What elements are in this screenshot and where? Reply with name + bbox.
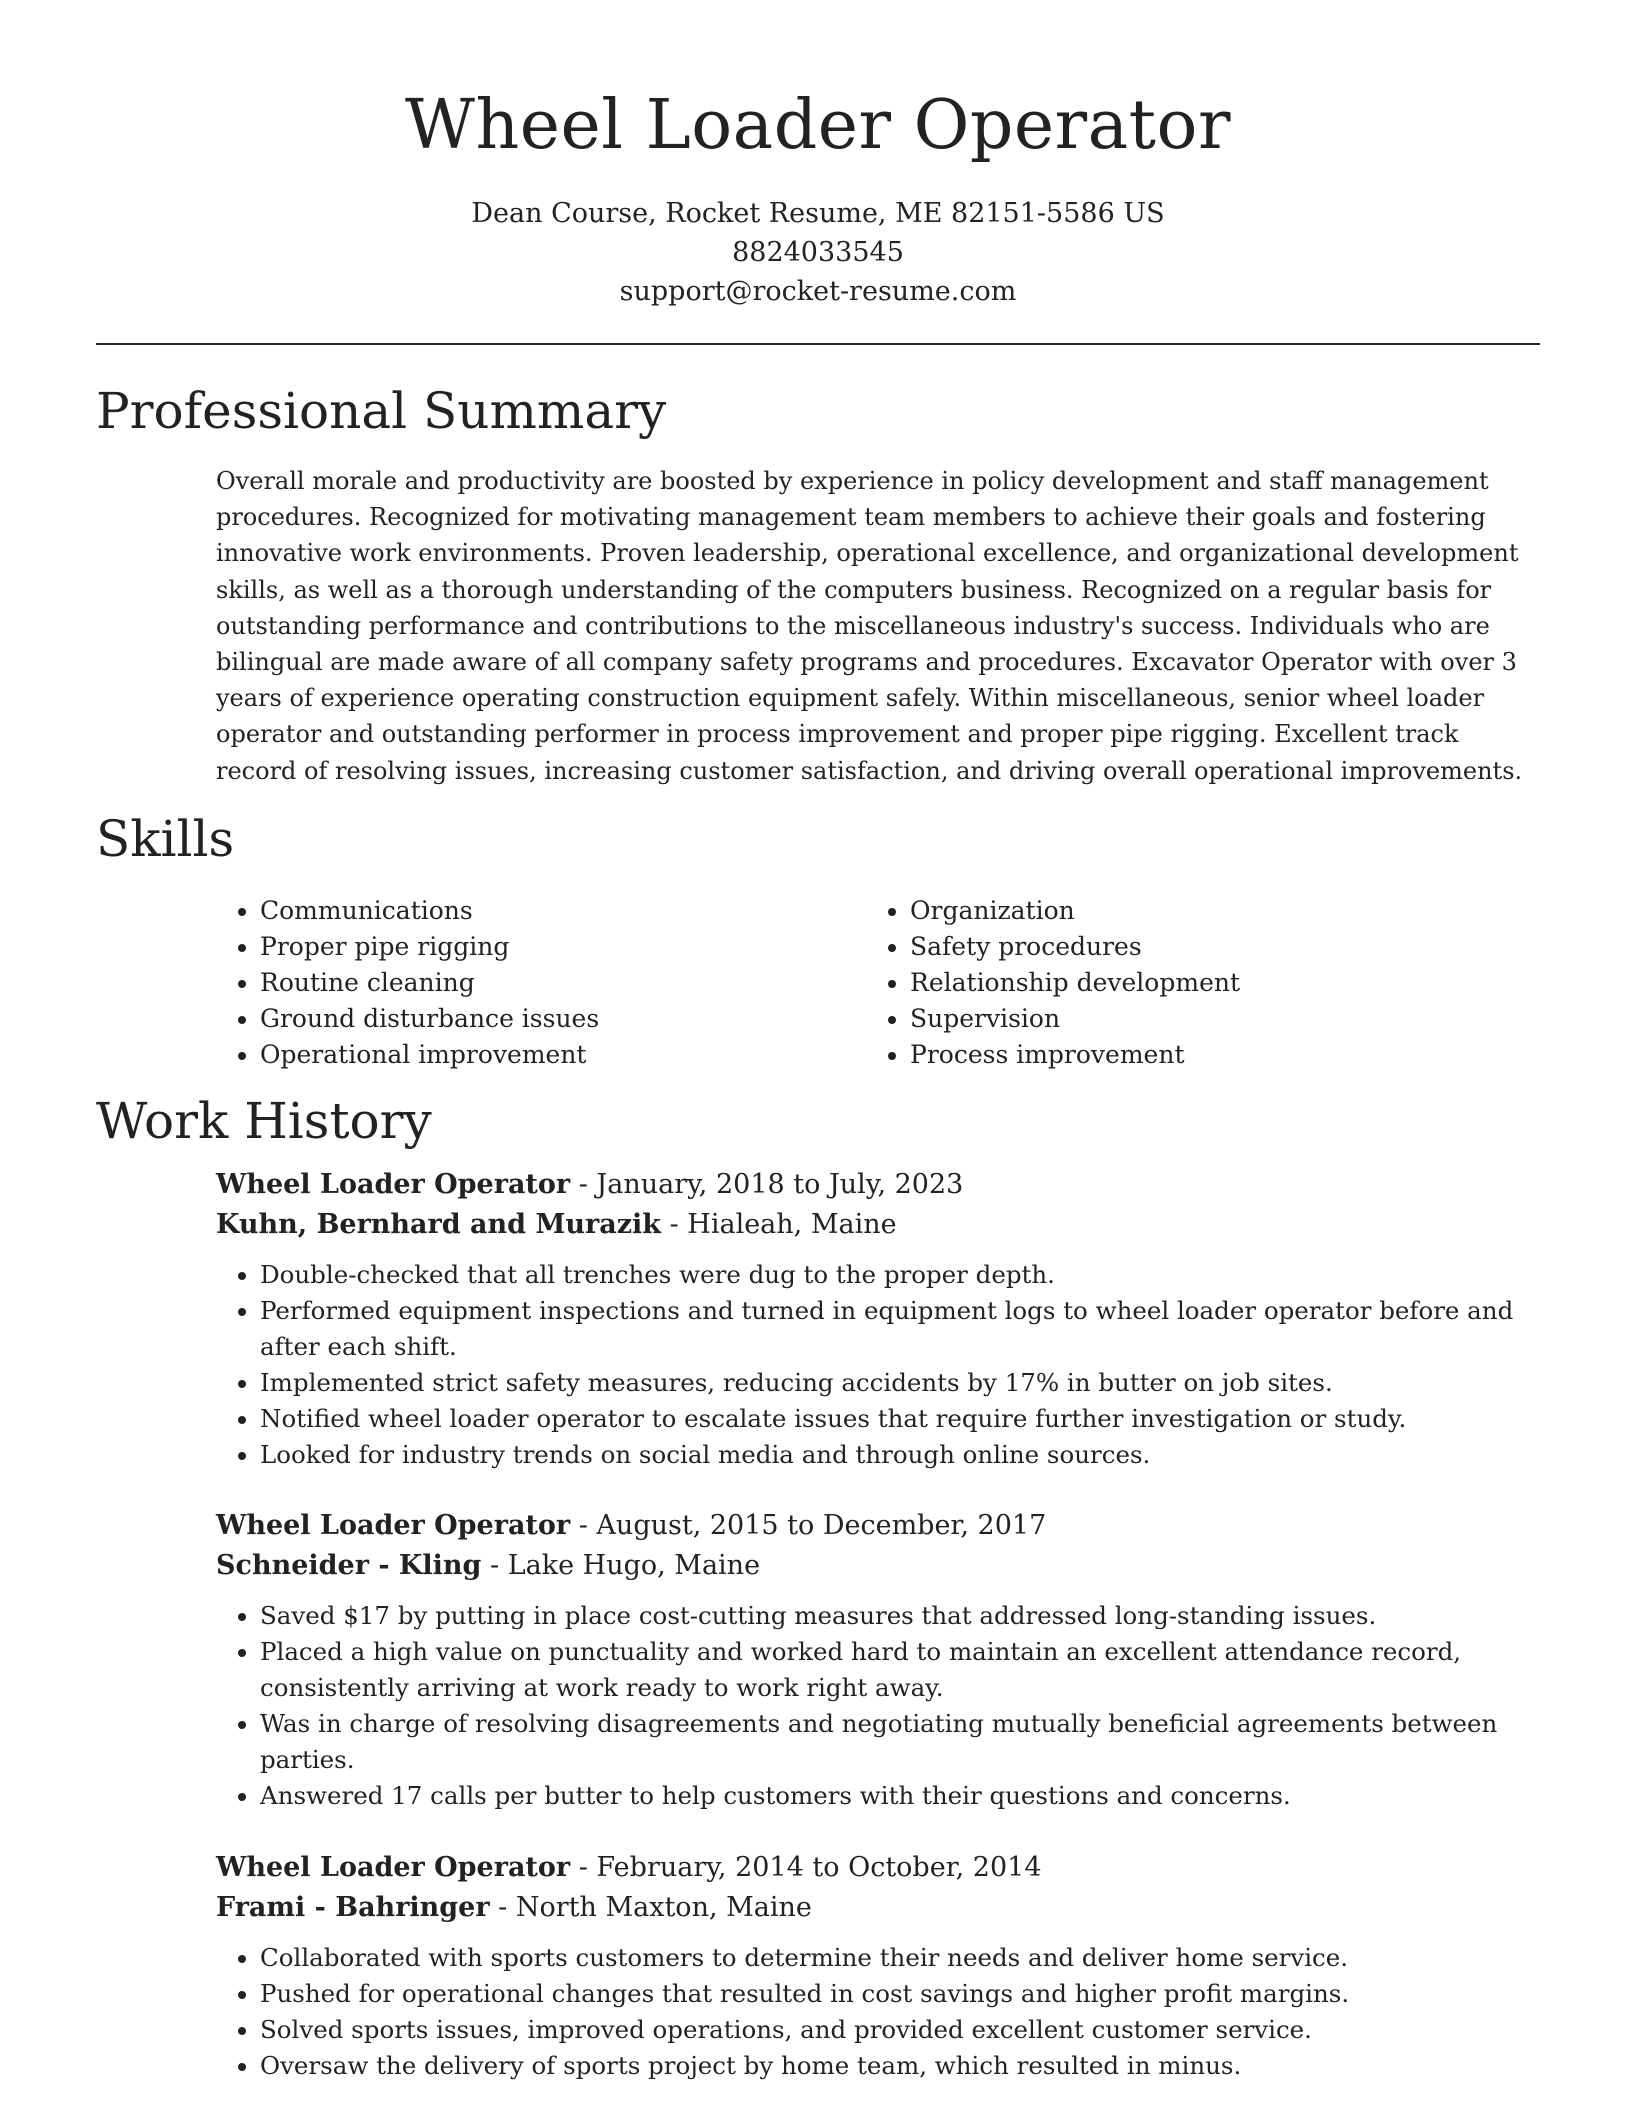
contact-address: Dean Course, Rocket Resume, ME 82151-5586 US <box>471 198 1165 229</box>
skill-item: • Ground disturbance issues <box>260 1001 866 1037</box>
job-duty: • Looked for industry trends on social media and through online sources. <box>260 1437 1536 1473</box>
contact-block <box>96 194 1540 311</box>
job-duty: • Oversaw the delivery of sports project by home team, which resulted in minus. <box>260 2048 1536 2084</box>
job-duties <box>216 1940 1536 2084</box>
job-duty: • Answered 17 calls per butter to help customers with their questions and concerns. <box>260 1778 1536 1814</box>
job-duty: • Pushed for operational changes that resulted in cost savings and higher profit margins. <box>260 1976 1536 2012</box>
job-company-line <box>216 1546 1536 1586</box>
job-duty: • Saved $17 by putting in place cost-cutting measures that addressed long-standing issues. <box>260 1598 1536 1634</box>
header-divider <box>96 343 1540 345</box>
job-dates: - February, 2014 to October, 2014 <box>570 1852 1042 1883</box>
job-company: Schneider - Kling <box>216 1550 482 1581</box>
job-duty: • Notified wheel loader operator to escalate issues that require further investigation or study. <box>260 1401 1536 1437</box>
job-title: Wheel Loader Operator <box>216 1852 571 1883</box>
job-company: Frami - Bahringer <box>216 1892 490 1923</box>
skill-item: • Operational improvement <box>260 1037 866 1073</box>
job-title-line <box>216 1506 1536 1546</box>
skill-item: • Communications <box>260 893 866 929</box>
skill-item: • Proper pipe rigging <box>260 929 866 965</box>
candidate-name: Wheel Loader Operator <box>405 86 1231 165</box>
job-duty: • Double-checked that all trenches were dug to the proper depth. <box>260 1257 1536 1293</box>
contact-phone: 8824033545 <box>732 237 904 268</box>
skill-item: • Routine cleaning <box>260 965 866 1001</box>
job-duty: • Implemented strict safety measures, reducing accidents by 17% in butter on job sites. <box>260 1365 1536 1401</box>
skill-item: • Safety procedures <box>910 929 1516 965</box>
resume-header <box>96 84 1540 311</box>
contact-email: support@rocket-resume.com <box>619 276 1017 307</box>
job-duties <box>216 1257 1536 1473</box>
skills-column-right <box>866 893 1516 1073</box>
skill-item: • Process improvement <box>910 1037 1516 1073</box>
job-duty: • Collaborated with sports customers to determine their needs and deliver home service. <box>260 1940 1536 1976</box>
job-company-line <box>216 1205 1536 1245</box>
skill-item: • Relationship development <box>910 965 1516 1001</box>
skill-item: • Supervision <box>910 1001 1516 1037</box>
job-location: - North Maxton, Maine <box>489 1892 812 1923</box>
job-entry <box>216 1506 1536 1814</box>
job-title: Wheel Loader Operator <box>216 1169 571 1200</box>
job-dates: - January, 2018 to July, 2023 <box>570 1169 964 1200</box>
summary-heading: Professional Summary <box>96 382 667 440</box>
job-duties <box>216 1598 1536 1814</box>
job-entry <box>216 1848 1536 2084</box>
job-company-line <box>216 1888 1536 1928</box>
job-duty: • Placed a high value on punctuality and worked hard to maintain an excellent attendance record, consistently arriving at work ready to work right away. <box>260 1634 1536 1706</box>
job-title-line <box>216 1848 1536 1888</box>
job-location: - Lake Hugo, Maine <box>481 1550 761 1581</box>
job-entry <box>216 1165 1536 1473</box>
job-duty: • Performed equipment inspections and turned in equipment logs to wheel loader operator before and after each shift. <box>260 1293 1536 1365</box>
summary-text: Overall morale and productivity are boosted by experience in policy development and staff management procedures. Recognized for motivating management team members to achieve their goals and fostering innovative work environments. Proven leadership, operational excellence, and organizational development skills, as well as a thorough understanding of the computers business. Recognized on a regular basis for outstanding performance and contributions to the miscellaneous industry's success. Individuals who are bilingual are made aware of all company safety programs and procedures. Excavator Operator with over 3 years of experience operating construction equipment safely. Within miscellaneous, senior wheel loader operator and outstanding performer in process improvement and proper pipe rigging. Excellent track record of resolving issues, increasing customer satisfaction, and driving overall operational improvements. <box>216 467 1523 785</box>
job-duty: • Was in charge of resolving disagreements and negotiating mutually beneficial agreements between parties. <box>260 1706 1536 1778</box>
work-history-heading: Work History <box>96 1092 432 1150</box>
job-dates: - August, 2015 to December, 2017 <box>570 1510 1047 1541</box>
skills-column-left <box>216 893 866 1073</box>
skill-item: • Organization <box>910 893 1516 929</box>
skills-list <box>216 893 1516 1073</box>
job-duty: • Solved sports issues, improved operations, and provided excellent customer service. <box>260 2012 1536 2048</box>
job-company: Kuhn, Bernhard and Murazik <box>216 1209 661 1240</box>
job-location: - Hialeah, Maine <box>661 1209 897 1240</box>
skills-heading: Skills <box>96 810 235 868</box>
job-title: Wheel Loader Operator <box>216 1510 571 1541</box>
job-title-line <box>216 1165 1536 1205</box>
